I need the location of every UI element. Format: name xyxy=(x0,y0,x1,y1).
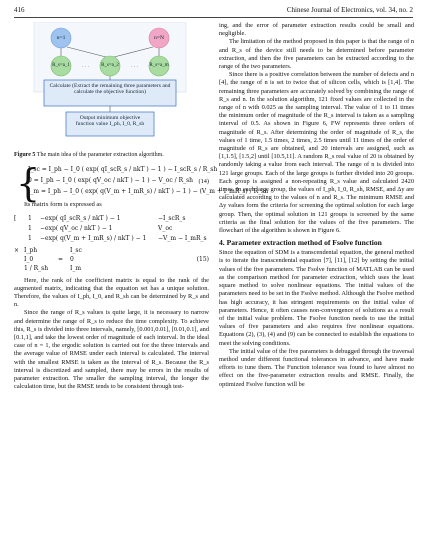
calculate-box-text: Calculate (Extract the remaining three parameters and calculate the objective function) xyxy=(49,83,171,96)
eq14-line-3: I_m = I_ph − I_0 ( exp( q(V_m + I_mR_s) / nkT ) − 1 ) − (V_m + I_mR_s) / R_sh xyxy=(28,188,269,196)
m-r3c2: −exp( q(V_m + I_mR_s) / nkT ) − 1 xyxy=(40,234,147,242)
matrix-vectors: × I_ph I_0 1 / R_sh = I_sc 0 I_m (15) xyxy=(14,246,209,272)
vector-left xyxy=(24,246,58,273)
left-paragraph-2: Since the range of R_s values is quite large, it is necessary to narrow and determine the range of R_s to reduce the time complexity. To achieve this, R_s is divided into three intervals, namely, [0.001,0.01], [0.01,0.1], and [0.1,1], and take the lowest order of magnitude of each interval. In the ideal case of n = 1, the ergodic solution is carried out for the three intervals and the average value of RMSE under each interval is calculated. The interval with the smallest RMSE is taken as the interval of R_s. Because the R_s interval is discretized and sampled, there may be errors in the results of parameter extraction. The smaller the sampling interval, the longer the calculation time, but the RMSE tends to be consistent through test- xyxy=(14,309,209,391)
label-n1: n=1 xyxy=(56,35,66,41)
section-4-paragraph-1: Since the equation of SDM is a transcendental equation, the general method is to iterate the transcendental equation [7], [11], [12] by setting the initial values of the five parameters. The Fsolve function of MATLAB can be used as the comparison method for parameter extraction, which uses the least square method to solve nonlinear equations. The initial values of the parameters need to be set in the Fsolve method. Although the Fsolve method has high accuracy, it has stringent requirements on the initial value of parameters. Hence, it often causes non-convergence of solutions as a result of the initial value problem. The Fsolve function needs to use the initial values of five parameters and also requires five nonlinear equations. Equations (2), (3), (4) and (9) can be connected to establish the equations to meet the solving conditions. xyxy=(219,249,414,347)
m-r2c1: 1 xyxy=(28,224,32,232)
section-4-heading: 4. Parameter extraction method of Fsolve function xyxy=(219,238,382,248)
m-r3c1: 1 xyxy=(28,234,32,242)
right-column xyxy=(219,22,414,389)
label-nN: n=N xyxy=(154,35,164,41)
m-r2c2: −exp( qV_oc / nkT ) − 1 xyxy=(40,224,113,232)
right-paragraph-3: Since there is a positive correlation between the number of defects and n [4], the range of n is set to twice that of silicon cells, which is [1,4]. The remaining three parameters are accurately solved by combining the range of R_s and n. In the solution algorithm, 121 fixed values are collected in the range of n with 0.025 as the sampling interval. The value of 1 to 11 times the minimum order of magnitude of the R_s interval is taken as a sampling interval of 0.5. As shown in Figure 6, FW represents three orders of magnitude of R_s. After determining the order of magnitude of R_s, the values of 1 time, 1.5 times, 2 times, 2.5 times until 11 times of the order of magnitude of R_s are obtained, and 20 intervals are assigned, such as [1,1.5], [1.5,2] until [10.5,11]. A random R_s real value of 20 is obtained by randomly taking a value from each interval. The range of n is divided into 121 large groups. Each of the large groups is further divided into 20 groups. Each group is assigned a non-repeating R_s value and calculated 2420 times. In each large group, the values of I_ph, I_0, R_sh, RMSE, and Δy are calculated according to the values of n and R_s. The minimum RMSE and Δy values form the criteria for screening the optimal solution for each large group. Then, the optimal solution in 121 groups is screened by the same criteria as the final solution for the values of the five parameters. The flowchart of the algorithm is shown in Figure 6. xyxy=(219,71,414,235)
caption-label: Figure 5 xyxy=(14,152,36,158)
eq14-line-1: I_sc = I_ph − I_0 ( exp( qI_scR_s / nkT ) − 1 ) − I_scR_s / R_sh xyxy=(28,166,218,174)
vl-2: 1 / R_sh xyxy=(24,264,49,272)
caption-text: The main idea of the parameter extraction algorithm. xyxy=(36,152,164,158)
matrix-row-2 xyxy=(14,224,209,234)
left-column xyxy=(14,22,269,391)
vl-1: I_0 xyxy=(24,255,34,263)
matrix-intro: Its matrix form is expressed as xyxy=(24,201,102,209)
matrix-row-1: [ 1 −exp( qI_scR_s / nkT ) − 1 −I_scR_s xyxy=(14,214,186,222)
right-paragraph-2: The limitation of the method proposed in this paper is that the range of n and R_s of the device still needs to be determined before parameter extraction, and then the five parameters can be extracted according to the range of the two parameters. xyxy=(219,38,414,71)
m-r1c1: 1 xyxy=(28,214,32,222)
section-4-paragraph-2: The initial value of the five parameters is debugged through the traversal method under different functional tolerances in advance, and have made efforts to tune them. The Function tolerance was found to have almost no effect on the five-parameter extraction results and RMSE. Finally, the optimized Fsolve function will be xyxy=(219,347,414,388)
journal-title: Chinese Journal of Electronics, vol. 34, no. 2 xyxy=(286,6,413,14)
m-r2c3: V_oc xyxy=(158,224,173,232)
vector-right xyxy=(70,246,100,273)
label-rs-a2: R_s=a_2 xyxy=(101,63,119,68)
page-number: 416 xyxy=(14,6,25,14)
output-box-text: Output minimum objective function value I_ph, I_0, R_sh xyxy=(75,115,145,128)
dots-2: · · · xyxy=(131,65,139,70)
eq15-number: (15) xyxy=(196,255,209,263)
vr-1: 0 xyxy=(70,255,74,263)
label-rs-am: R_s=a_m xyxy=(149,63,169,68)
figure-5 xyxy=(14,22,209,150)
vr-0: I_sc xyxy=(70,246,82,254)
left-paragraph-1: Here, the rank of the coefficient matrix is equal to the rank of the augmented matrix, indicating that the equation set has a unique solution. Therefore, the values of I_ph, I_0, and R_sh can be determined by R_s and n. xyxy=(14,276,209,309)
equation-14-brace: { xyxy=(16,161,41,206)
eq14-number: (14) xyxy=(198,178,209,186)
equation-15 xyxy=(14,214,209,273)
matrix-row-3 xyxy=(14,234,209,244)
m-r1c3: −I_scR_s xyxy=(158,214,186,222)
header-rule xyxy=(14,17,413,18)
matrix-equals: = xyxy=(58,255,64,263)
m-r3c3: −V_m − I_mR_s xyxy=(158,234,207,242)
figure-caption xyxy=(14,152,209,159)
vr-2: I_m xyxy=(70,264,82,272)
label-rs-a1: R_s=a_1 xyxy=(52,63,70,68)
m-r1c2: −exp( qI_scR_s / nkT ) − 1 xyxy=(40,214,121,222)
vl-0: I_ph xyxy=(24,246,38,254)
dots-1: · · · xyxy=(82,65,90,70)
eq14-line-2: 0 = I_ph − I_0 ( exp( qV_oc / nkT ) − 1 ) − V_oc / R_sh xyxy=(28,177,194,185)
right-paragraph-1: ing, and the error of parameter extraction results could be small and negligible. xyxy=(219,22,414,38)
